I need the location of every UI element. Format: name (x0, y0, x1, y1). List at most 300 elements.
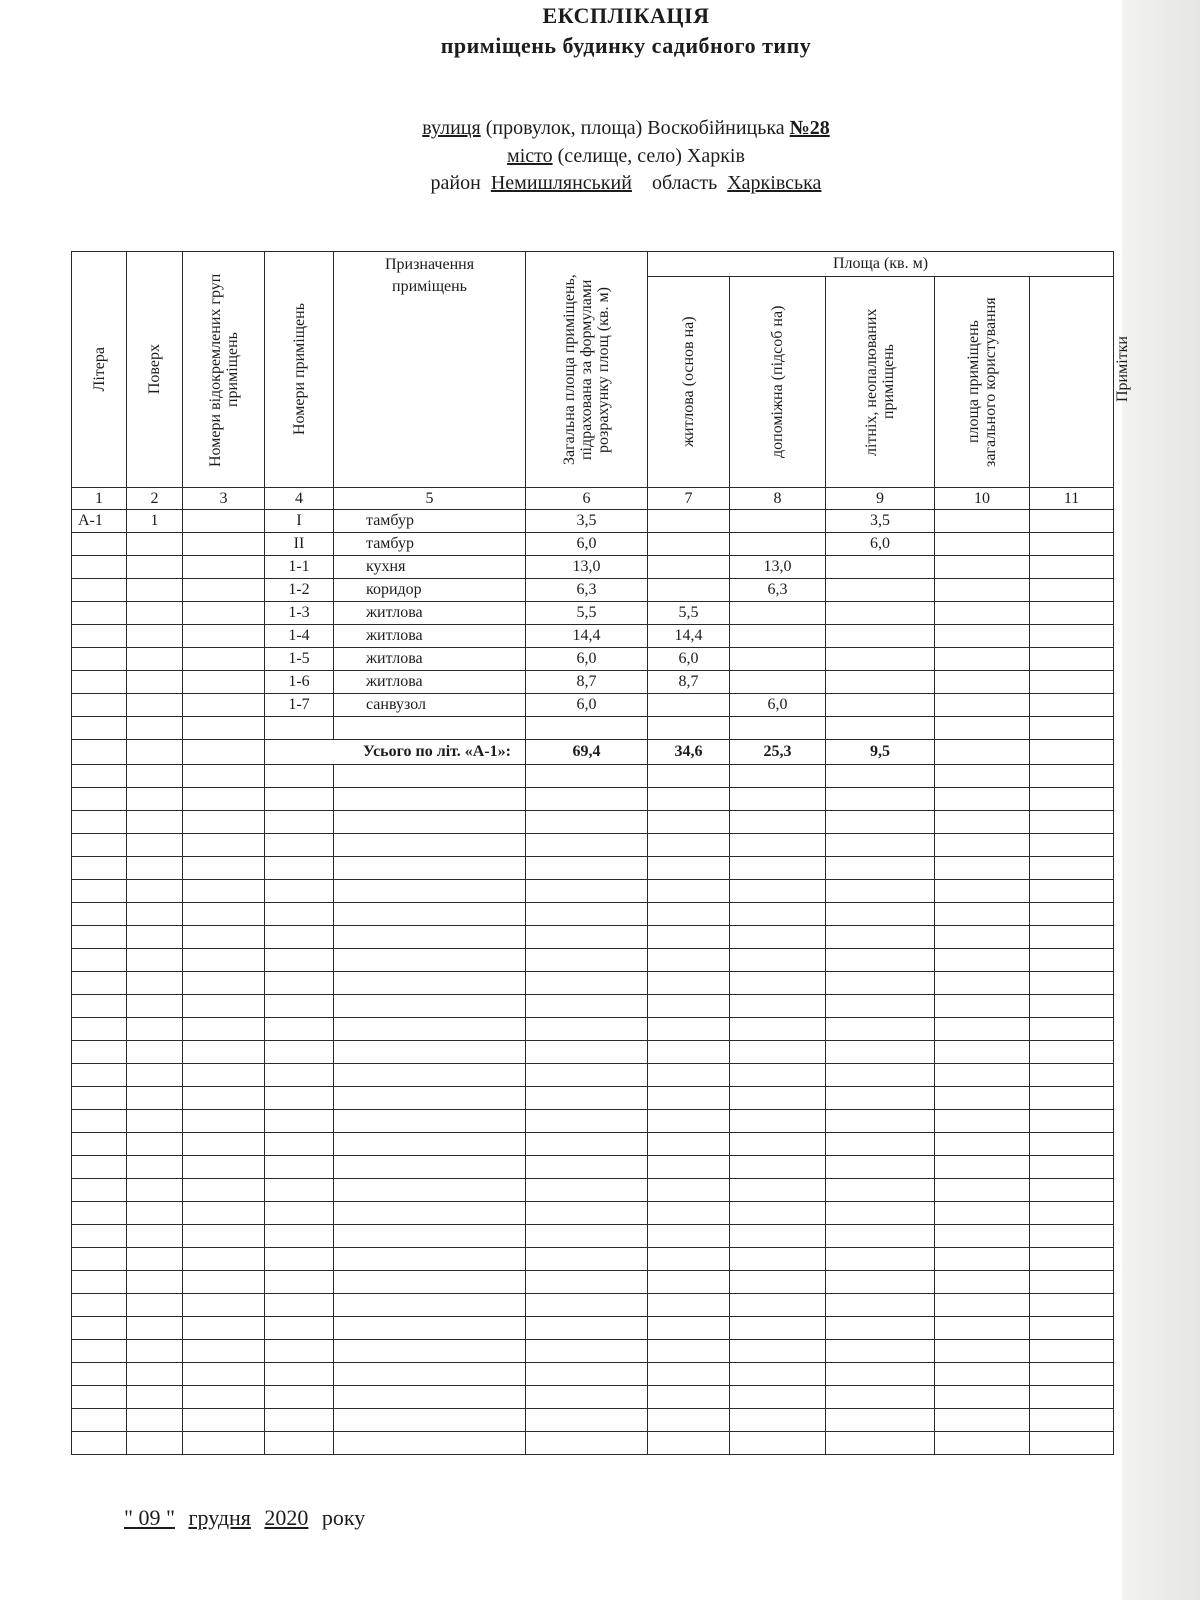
empty-cell (826, 903, 935, 926)
empty-cell (826, 717, 935, 740)
row-common-area (935, 556, 1030, 579)
empty-cell (72, 1271, 127, 1294)
row-floor (127, 694, 183, 717)
column-number: 8 (730, 488, 826, 510)
row-group (183, 694, 265, 717)
row-litera: А-1 (72, 510, 127, 533)
empty-cell (526, 1432, 648, 1455)
empty-cell (730, 1087, 826, 1110)
document-subtitle: приміщень будинку садибного типу (440, 33, 812, 58)
empty-cell (1030, 1294, 1114, 1317)
empty-cell (648, 717, 730, 740)
empty-cell (127, 1409, 183, 1432)
empty-cell (730, 926, 826, 949)
city-alt-label: (селище, село) (557, 145, 682, 167)
empty-cell (730, 834, 826, 857)
date-suffix: року (321, 1505, 366, 1530)
empty-cell (526, 1202, 648, 1225)
empty-cell (935, 1271, 1030, 1294)
empty-cell (648, 1087, 730, 1110)
empty-cell (526, 1248, 648, 1271)
empty-cell (730, 1041, 826, 1064)
empty-cell (183, 1386, 265, 1409)
table-row-empty (72, 1133, 1114, 1156)
row-living-area: 5,5 (648, 602, 730, 625)
empty-cell (265, 1340, 334, 1363)
empty-cell (265, 1294, 334, 1317)
table-row-empty (72, 1294, 1114, 1317)
empty-cell (72, 765, 127, 788)
empty-cell (334, 788, 526, 811)
empty-cell (183, 1248, 265, 1271)
empty-cell (730, 1202, 826, 1225)
empty-cell (265, 1317, 334, 1340)
empty-cell (730, 1018, 826, 1041)
empty-cell (935, 1156, 1030, 1179)
row-summer-area (826, 671, 935, 694)
empty-cell (1030, 1156, 1114, 1179)
empty-cell (72, 1041, 127, 1064)
empty-cell (127, 926, 183, 949)
empty-cell (826, 1018, 935, 1041)
empty-cell (183, 880, 265, 903)
row-litera (72, 533, 127, 556)
empty-cell (1030, 1340, 1114, 1363)
empty-cell (334, 1041, 526, 1064)
row-floor (127, 533, 183, 556)
empty-cell (526, 811, 648, 834)
empty-cell (1030, 1225, 1114, 1248)
empty-cell (265, 1064, 334, 1087)
empty-cell (935, 1041, 1030, 1064)
empty-cell (1030, 926, 1114, 949)
empty-cell (730, 995, 826, 1018)
table-row-empty (72, 1248, 1114, 1271)
empty-cell (648, 1110, 730, 1133)
row-litera (72, 694, 127, 717)
row-room-number: ІІ (265, 533, 334, 556)
empty-cell (334, 1386, 526, 1409)
header-area-group: Площа (кв. м) (648, 252, 1114, 277)
empty-cell (183, 949, 265, 972)
empty-cell (183, 972, 265, 995)
table-row-empty (72, 1041, 1114, 1064)
row-auxiliary-area (730, 602, 826, 625)
column-number: 10 (935, 488, 1030, 510)
empty-cell (127, 765, 183, 788)
empty-cell (526, 1087, 648, 1110)
empty-cell (72, 903, 127, 926)
empty-cell (730, 1409, 826, 1432)
empty-cell (935, 880, 1030, 903)
header-living: житлова (основ на) (648, 277, 730, 488)
row-summer-area (826, 556, 935, 579)
table-row-empty (72, 880, 1114, 903)
empty-cell (334, 1294, 526, 1317)
empty-cell (730, 1363, 826, 1386)
row-note (1030, 533, 1114, 556)
header-rooms: Номери приміщень (265, 252, 334, 488)
empty-cell (648, 1248, 730, 1271)
table-row-empty (72, 1156, 1114, 1179)
empty-cell (730, 949, 826, 972)
empty-cell (72, 1248, 127, 1271)
empty-cell (526, 1271, 648, 1294)
header-purpose: Призначення приміщень (334, 252, 526, 488)
empty-cell (72, 926, 127, 949)
empty-cell (334, 1409, 526, 1432)
empty-cell (127, 1179, 183, 1202)
empty-cell (648, 1179, 730, 1202)
paper-edge (1122, 0, 1200, 1600)
row-total-area: 6,0 (526, 694, 648, 717)
empty-cell (648, 834, 730, 857)
empty-cell (730, 1110, 826, 1133)
column-number: 9 (826, 488, 935, 510)
empty-cell (1030, 880, 1114, 903)
empty-cell (935, 717, 1030, 740)
empty-cell (648, 1202, 730, 1225)
empty-cell (826, 1156, 935, 1179)
row-group (183, 648, 265, 671)
empty-cell (265, 1271, 334, 1294)
empty-cell (648, 949, 730, 972)
empty-cell (935, 834, 1030, 857)
empty-cell (183, 717, 265, 740)
empty-cell (826, 1432, 935, 1455)
empty-cell (648, 788, 730, 811)
column-number: 6 (526, 488, 648, 510)
row-living-area: 6,0 (648, 648, 730, 671)
table-row-empty (72, 949, 1114, 972)
empty-cell (183, 1087, 265, 1110)
empty-cell (526, 1041, 648, 1064)
empty-cell (265, 926, 334, 949)
empty-cell (127, 1317, 183, 1340)
empty-cell (127, 1133, 183, 1156)
row-total-area: 5,5 (526, 602, 648, 625)
empty-cell (183, 1018, 265, 1041)
row-summer-area: 6,0 (826, 533, 935, 556)
empty-cell (730, 1386, 826, 1409)
empty-cell (648, 1041, 730, 1064)
row-auxiliary-area (730, 671, 826, 694)
table-row (72, 648, 1114, 671)
row-common-area (935, 625, 1030, 648)
empty-cell (183, 1271, 265, 1294)
row-litera (72, 625, 127, 648)
empty-cell (183, 765, 265, 788)
empty-cell (265, 1179, 334, 1202)
empty-cell (526, 1363, 648, 1386)
empty-cell (183, 1294, 265, 1317)
header-total-area: Загальна площа приміщень, підрахована за формулами розрахунку площ (кв. м) (526, 252, 648, 488)
empty-cell (127, 1202, 183, 1225)
empty-cell (648, 1432, 730, 1455)
row-living-area (648, 556, 730, 579)
empty-cell (72, 972, 127, 995)
empty-cell (183, 740, 265, 765)
empty-cell (526, 903, 648, 926)
empty-cell (265, 1156, 334, 1179)
empty-cell (730, 1179, 826, 1202)
row-auxiliary-area (730, 648, 826, 671)
table-row-empty (72, 1363, 1114, 1386)
empty-cell (127, 903, 183, 926)
empty-cell (1030, 1041, 1114, 1064)
empty-cell (526, 1317, 648, 1340)
empty-cell (334, 1271, 526, 1294)
empty-cell (730, 1340, 826, 1363)
row-note (1030, 694, 1114, 717)
row-purpose: коридор (334, 579, 526, 602)
table-row-empty (72, 995, 1114, 1018)
empty-cell (72, 1018, 127, 1041)
empty-cell (730, 880, 826, 903)
empty-cell (826, 1317, 935, 1340)
empty-cell (648, 1409, 730, 1432)
column-number-row (72, 488, 1114, 510)
empty-cell (183, 1409, 265, 1432)
row-auxiliary-area (730, 510, 826, 533)
empty-cell (334, 1018, 526, 1041)
table-row-empty (72, 1064, 1114, 1087)
empty-cell (826, 1202, 935, 1225)
empty-cell (826, 949, 935, 972)
empty-cell (334, 1340, 526, 1363)
date-year: 2020 (264, 1505, 309, 1530)
empty-cell (72, 949, 127, 972)
table-row-empty (72, 717, 1114, 740)
empty-cell (334, 1064, 526, 1087)
empty-cell (127, 880, 183, 903)
table-row-empty (72, 1340, 1114, 1363)
district-label: район (430, 172, 481, 194)
row-purpose: житлова (334, 671, 526, 694)
empty-cell (1030, 1409, 1114, 1432)
empty-cell (648, 1271, 730, 1294)
empty-cell (72, 857, 127, 880)
empty-cell (935, 811, 1030, 834)
row-litera (72, 579, 127, 602)
empty-cell (526, 1156, 648, 1179)
empty-cell (265, 995, 334, 1018)
empty-cell (935, 1409, 1030, 1432)
total-living-sum: 34,6 (648, 740, 730, 765)
empty-cell (526, 1225, 648, 1248)
empty-cell (72, 834, 127, 857)
empty-cell (183, 1133, 265, 1156)
table-row (72, 602, 1114, 625)
document-title: ЕКСПЛІКАЦІЯ (542, 3, 710, 28)
row-room-number: 1-6 (265, 671, 334, 694)
empty-cell (648, 1340, 730, 1363)
row-total-area: 6,3 (526, 579, 648, 602)
empty-cell (826, 926, 935, 949)
row-room-number: 1-7 (265, 694, 334, 717)
empty-cell (1030, 765, 1114, 788)
empty-cell (334, 903, 526, 926)
empty-cell (334, 834, 526, 857)
empty-cell (127, 717, 183, 740)
empty-cell (1030, 857, 1114, 880)
street-alt-label: (провулок, площа) (485, 117, 643, 139)
empty-cell (526, 1064, 648, 1087)
empty-cell (935, 1202, 1030, 1225)
empty-cell (826, 788, 935, 811)
empty-cell (72, 1156, 127, 1179)
empty-cell (183, 1317, 265, 1340)
empty-cell (526, 765, 648, 788)
empty-cell (72, 1087, 127, 1110)
row-litera (72, 671, 127, 694)
empty-cell (127, 1271, 183, 1294)
empty-cell (334, 880, 526, 903)
empty-cell (265, 1432, 334, 1455)
empty-cell (265, 1363, 334, 1386)
empty-cell (935, 995, 1030, 1018)
empty-cell (127, 995, 183, 1018)
empty-cell (648, 926, 730, 949)
empty-cell (1030, 995, 1114, 1018)
empty-cell (265, 1409, 334, 1432)
empty-cell (72, 1363, 127, 1386)
row-common-area (935, 694, 1030, 717)
empty-cell (127, 1340, 183, 1363)
empty-cell (265, 857, 334, 880)
row-living-area (648, 579, 730, 602)
row-total-area: 8,7 (526, 671, 648, 694)
table-row-empty (72, 1271, 1114, 1294)
empty-cell (526, 995, 648, 1018)
empty-cell (648, 880, 730, 903)
empty-cell (730, 788, 826, 811)
table-row-empty (72, 903, 1114, 926)
empty-cell (265, 903, 334, 926)
empty-cell (1030, 1317, 1114, 1340)
empty-cell (72, 717, 127, 740)
empty-cell (72, 1133, 127, 1156)
empty-cell (826, 1386, 935, 1409)
empty-cell (127, 1156, 183, 1179)
date-month: грудня (188, 1505, 251, 1530)
row-total-area: 6,0 (526, 533, 648, 556)
row-floor (127, 648, 183, 671)
empty-cell (826, 1110, 935, 1133)
row-purpose: кухня (334, 556, 526, 579)
empty-cell (826, 1363, 935, 1386)
empty-cell (265, 1110, 334, 1133)
table-row (72, 533, 1114, 556)
table-row-empty (72, 1225, 1114, 1248)
row-note (1030, 625, 1114, 648)
empty-cell (648, 1386, 730, 1409)
row-summer-area: 3,5 (826, 510, 935, 533)
row-purpose: санвузол (334, 694, 526, 717)
table-row-empty (72, 765, 1114, 788)
row-auxiliary-area: 13,0 (730, 556, 826, 579)
empty-cell (526, 857, 648, 880)
house-number: №28 (789, 117, 830, 139)
empty-cell (334, 1110, 526, 1133)
table-row-empty (72, 1202, 1114, 1225)
empty-cell (648, 1225, 730, 1248)
empty-cell (526, 1133, 648, 1156)
empty-cell (265, 1248, 334, 1271)
empty-cell (648, 1156, 730, 1179)
total-summer-sum: 9,5 (826, 740, 935, 765)
row-auxiliary-area: 6,3 (730, 579, 826, 602)
empty-cell (334, 972, 526, 995)
table-row-empty (72, 1110, 1114, 1133)
empty-cell (826, 1409, 935, 1432)
empty-cell (183, 788, 265, 811)
table-row-empty (72, 1409, 1114, 1432)
empty-cell (1030, 788, 1114, 811)
empty-cell (1030, 1432, 1114, 1455)
table-row-empty (72, 1018, 1114, 1041)
row-summer-area (826, 602, 935, 625)
empty-cell (526, 1409, 648, 1432)
empty-cell (826, 1294, 935, 1317)
empty-cell (935, 1294, 1030, 1317)
column-number: 4 (265, 488, 334, 510)
empty-cell (183, 811, 265, 834)
empty-cell (127, 788, 183, 811)
empty-cell (648, 903, 730, 926)
row-floor (127, 671, 183, 694)
empty-cell (648, 1133, 730, 1156)
table-row-empty (72, 972, 1114, 995)
empty-cell (72, 1432, 127, 1455)
row-purpose: житлова (334, 602, 526, 625)
empty-cell (334, 717, 526, 740)
empty-cell (826, 1133, 935, 1156)
empty-cell (1030, 740, 1114, 765)
empty-cell (334, 1317, 526, 1340)
empty-cell (1030, 1064, 1114, 1087)
row-note (1030, 579, 1114, 602)
empty-cell (265, 1018, 334, 1041)
table-row (72, 671, 1114, 694)
table-row-empty (72, 1432, 1114, 1455)
empty-cell (1030, 1363, 1114, 1386)
row-common-area (935, 533, 1030, 556)
row-litera (72, 648, 127, 671)
empty-cell (334, 857, 526, 880)
empty-cell (526, 926, 648, 949)
empty-cell (127, 1110, 183, 1133)
empty-cell (72, 740, 127, 765)
header-summer: літніх, неопалюваних приміщень (826, 277, 935, 488)
empty-cell (183, 1179, 265, 1202)
city-label: місто (507, 145, 553, 167)
empty-cell (265, 949, 334, 972)
empty-cell (526, 834, 648, 857)
row-common-area (935, 602, 1030, 625)
street-label: вулиця (422, 117, 481, 139)
empty-cell (334, 811, 526, 834)
empty-cell (127, 1363, 183, 1386)
empty-cell (127, 1064, 183, 1087)
row-room-number: І (265, 510, 334, 533)
empty-cell (526, 972, 648, 995)
row-group (183, 556, 265, 579)
empty-cell (72, 1064, 127, 1087)
empty-cell (183, 834, 265, 857)
empty-cell (72, 1110, 127, 1133)
empty-cell (183, 995, 265, 1018)
